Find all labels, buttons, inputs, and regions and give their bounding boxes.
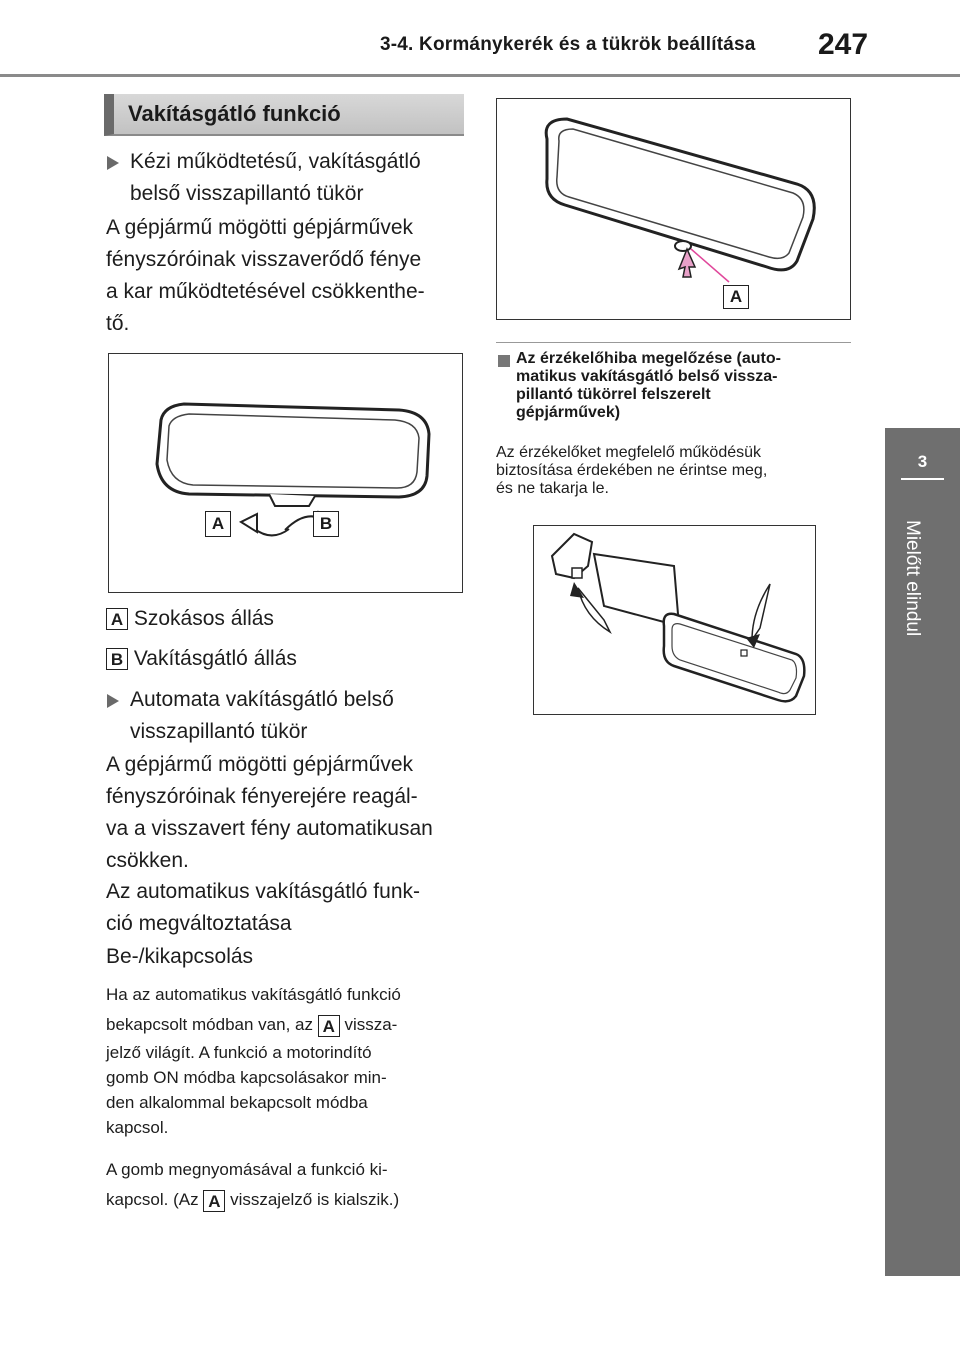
legend-key: B bbox=[106, 648, 128, 670]
header-rule bbox=[0, 74, 960, 77]
text-fragment: vissza- bbox=[344, 1015, 398, 1034]
legend-item-b bbox=[106, 643, 297, 675]
text-line: fényszóróinak fényerejére reagál- bbox=[106, 785, 418, 808]
inline-key-a: A bbox=[203, 1190, 225, 1212]
bullet-item-manual-mirror bbox=[130, 146, 421, 210]
text-line: va a visszavert fény automatikusan bbox=[106, 817, 433, 840]
mirror-lever-illustration bbox=[109, 354, 461, 591]
page-number: 247 bbox=[818, 28, 869, 61]
legend-item-a bbox=[106, 603, 274, 635]
text-line: Ha az automatikus vakításgátló funkció bbox=[106, 985, 401, 1004]
bullet-line: belső visszapillantó tükör bbox=[130, 182, 364, 205]
figure-sensor-locations bbox=[533, 525, 816, 715]
divider bbox=[496, 342, 851, 343]
sensor-mirror-illustration bbox=[534, 526, 814, 713]
bullet-line: Automata vakításgátló belső bbox=[130, 688, 394, 711]
figure-label-a: A bbox=[205, 511, 231, 537]
running-header-title: 3-4. Kormánykerék és a tükrök beállítása bbox=[380, 34, 756, 55]
bullet-item-auto-mirror bbox=[130, 684, 394, 748]
section-heading-box bbox=[104, 94, 464, 136]
text-line: den alkalommal bekapcsolt módba bbox=[106, 1093, 368, 1112]
text-line-with-key bbox=[106, 1010, 471, 1040]
square-bullet-icon bbox=[498, 355, 510, 367]
text-line: biztosítása érdekében ne érintse meg, bbox=[496, 462, 768, 479]
figure-manual-mirror bbox=[108, 353, 463, 593]
text-line: gomb ON módba kapcsolásakor min- bbox=[106, 1068, 387, 1087]
legend-text: Vakításgátló állás bbox=[133, 647, 297, 670]
subheading-line: Az érzékelőhiba megelőzése (auto- bbox=[516, 350, 781, 367]
triangle-bullet-icon bbox=[106, 155, 120, 171]
triangle-bullet-icon bbox=[106, 693, 120, 709]
text-line: a kar működtetésével csökkenthe- bbox=[106, 280, 425, 303]
subheading-line: matikus vakításgátló belső vissza- bbox=[516, 368, 778, 385]
figure-label-a: A bbox=[723, 285, 749, 309]
inline-key-a: A bbox=[318, 1015, 340, 1037]
figure-label-b: B bbox=[313, 511, 339, 537]
bullet-line: visszapillantó tükör bbox=[130, 720, 308, 743]
chapter-tab-divider bbox=[901, 478, 944, 480]
note-indicator-off bbox=[106, 1155, 471, 1215]
paragraph-sensor bbox=[496, 444, 767, 498]
bullet-line: Kézi működtetésű, vakításgátló bbox=[130, 150, 421, 173]
text-line-with-key bbox=[106, 1185, 471, 1215]
paragraph-manual bbox=[106, 212, 425, 340]
text-line: jelző világít. A funkció a motorindító bbox=[106, 1043, 372, 1062]
subheading-sensor bbox=[516, 350, 781, 422]
text-line: tő. bbox=[106, 312, 130, 335]
text-line: Az automatikus vakításgátló funk- bbox=[106, 880, 420, 903]
text-fragment: bekapcsolt módban van, az bbox=[106, 1015, 313, 1034]
text-fragment: kapcsol. (Az bbox=[106, 1190, 199, 1209]
chapter-title: Mielőtt elindul bbox=[902, 520, 923, 637]
text-line: ció megváltoztatása bbox=[106, 912, 292, 935]
text-line: kapcsol. bbox=[106, 1118, 169, 1137]
chapter-number: 3 bbox=[917, 452, 928, 471]
text-fragment: visszajelző is kialszik.) bbox=[230, 1190, 400, 1209]
text-line: és ne takarja le. bbox=[496, 480, 609, 497]
text-line: Az érzékelőket megfelelő működésük bbox=[496, 444, 762, 461]
text-line: csökken. bbox=[106, 849, 189, 872]
legend-key: A bbox=[106, 608, 128, 630]
text-line: A gomb megnyomásával a funkció ki- bbox=[106, 1160, 388, 1179]
text-line: fényszóróinak visszaverődő fénye bbox=[106, 248, 422, 271]
paragraph-auto bbox=[106, 749, 433, 877]
text-line: A gépjármű mögötti gépjárművek bbox=[106, 753, 413, 776]
auto-mirror-illustration bbox=[497, 99, 849, 318]
text-line: A gépjármű mögötti gépjárművek bbox=[106, 216, 413, 239]
legend-text: Szokásos állás bbox=[133, 607, 274, 630]
paragraph-change bbox=[106, 876, 420, 940]
subheading-line: pillantó tükörrel felszerelt bbox=[516, 386, 711, 403]
section-heading: Vakításgátló funkció bbox=[128, 101, 341, 126]
subheading-line: gépjárművek) bbox=[516, 404, 621, 421]
figure-auto-mirror bbox=[496, 98, 851, 320]
note-indicator-on bbox=[106, 980, 471, 1140]
paragraph-onoff: Be-/kikapcsolás bbox=[106, 945, 254, 968]
